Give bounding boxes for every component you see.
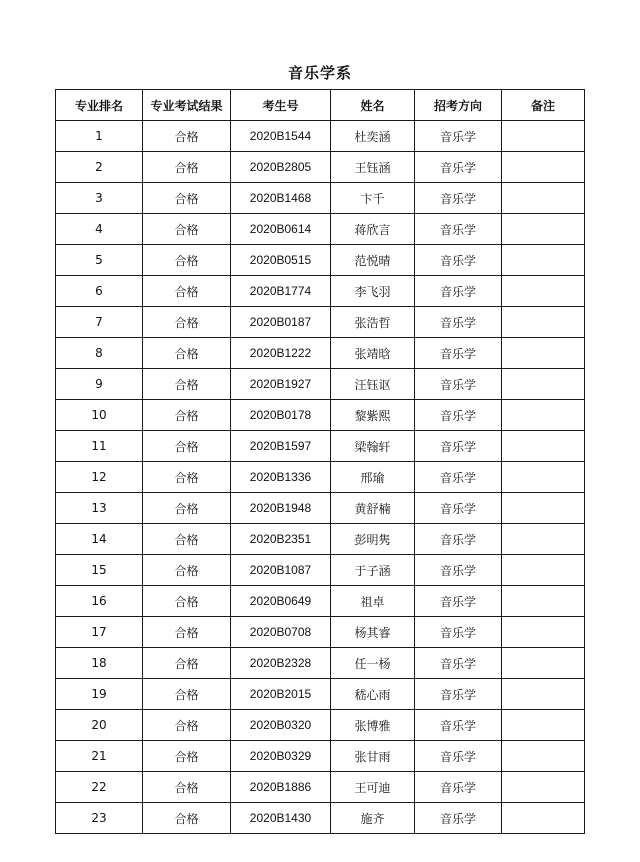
table-row [56, 586, 585, 617]
cell-result: 合格 [143, 803, 231, 834]
cell-result: 合格 [143, 245, 231, 276]
cell-note [502, 586, 585, 617]
cell-note [502, 431, 585, 462]
page-title: 音乐学系 [287, 64, 352, 82]
cell-rank: 2 [56, 152, 143, 183]
cell-candidate-id: 2020B0178 [231, 400, 331, 431]
cell-name: 任一杨 [331, 648, 415, 679]
cell-direction: 音乐学 [415, 772, 502, 803]
cell-direction: 音乐学 [415, 524, 502, 555]
cell-result: 合格 [143, 431, 231, 462]
cell-candidate-id: 2020B1886 [231, 772, 331, 803]
cell-direction: 音乐学 [415, 121, 502, 152]
cell-direction: 音乐学 [415, 555, 502, 586]
cell-candidate-id: 2020B1774 [231, 276, 331, 307]
cell-direction: 音乐学 [415, 152, 502, 183]
cell-name: 彭明隽 [331, 524, 415, 555]
cell-rank: 18 [56, 648, 143, 679]
cell-note [502, 369, 585, 400]
table-row [56, 772, 585, 803]
cell-result: 合格 [143, 586, 231, 617]
cell-candidate-id: 2020B1544 [231, 121, 331, 152]
table-row [56, 462, 585, 493]
cell-note [502, 772, 585, 803]
cell-name: 蒋欣言 [331, 214, 415, 245]
cell-note [502, 307, 585, 338]
cell-name: 汪钰讴 [331, 369, 415, 400]
cell-rank: 14 [56, 524, 143, 555]
cell-direction: 音乐学 [415, 214, 502, 245]
cell-note [502, 803, 585, 834]
table-row [56, 648, 585, 679]
cell-direction: 音乐学 [415, 803, 502, 834]
cell-name: 梁翰轩 [331, 431, 415, 462]
table-row [56, 121, 585, 152]
header-row [56, 90, 585, 121]
cell-rank: 10 [56, 400, 143, 431]
cell-candidate-id: 2020B1927 [231, 369, 331, 400]
cell-result: 合格 [143, 369, 231, 400]
cell-candidate-id: 2020B2805 [231, 152, 331, 183]
table-row [56, 307, 585, 338]
cell-note [502, 679, 585, 710]
cell-rank: 5 [56, 245, 143, 276]
cell-name: 张靖晗 [331, 338, 415, 369]
cell-rank: 3 [56, 183, 143, 214]
cell-note [502, 648, 585, 679]
cell-name: 王可迪 [331, 772, 415, 803]
cell-candidate-id: 2020B1468 [231, 183, 331, 214]
cell-result: 合格 [143, 307, 231, 338]
cell-direction: 音乐学 [415, 493, 502, 524]
cell-rank: 13 [56, 493, 143, 524]
table-row [56, 245, 585, 276]
cell-name: 杨其睿 [331, 617, 415, 648]
cell-note [502, 493, 585, 524]
cell-direction: 音乐学 [415, 462, 502, 493]
cell-result: 合格 [143, 555, 231, 586]
cell-result: 合格 [143, 741, 231, 772]
cell-rank: 11 [56, 431, 143, 462]
table-row [56, 555, 585, 586]
header-result: 专业考试结果 [143, 90, 231, 121]
cell-note [502, 183, 585, 214]
cell-candidate-id: 2020B1430 [231, 803, 331, 834]
cell-result: 合格 [143, 183, 231, 214]
cell-candidate-id: 2020B1222 [231, 338, 331, 369]
cell-candidate-id: 2020B2015 [231, 679, 331, 710]
header-candidate-id: 考生号 [231, 90, 331, 121]
cell-result: 合格 [143, 617, 231, 648]
cell-rank: 7 [56, 307, 143, 338]
cell-direction: 音乐学 [415, 586, 502, 617]
cell-rank: 4 [56, 214, 143, 245]
cell-note [502, 462, 585, 493]
cell-note [502, 214, 585, 245]
table-row [56, 524, 585, 555]
cell-rank: 23 [56, 803, 143, 834]
cell-candidate-id: 2020B0614 [231, 214, 331, 245]
cell-name: 黎紫熙 [331, 400, 415, 431]
cell-candidate-id: 2020B2328 [231, 648, 331, 679]
cell-note [502, 121, 585, 152]
table-row [56, 400, 585, 431]
table-row [56, 679, 585, 710]
cell-candidate-id: 2020B0320 [231, 710, 331, 741]
table-row [56, 183, 585, 214]
cell-direction: 音乐学 [415, 338, 502, 369]
cell-result: 合格 [143, 338, 231, 369]
cell-candidate-id: 2020B1087 [231, 555, 331, 586]
cell-rank: 22 [56, 772, 143, 803]
table-row [56, 214, 585, 245]
cell-direction: 音乐学 [415, 400, 502, 431]
cell-direction: 音乐学 [415, 245, 502, 276]
cell-direction: 音乐学 [415, 617, 502, 648]
table-row [56, 710, 585, 741]
cell-rank: 15 [56, 555, 143, 586]
table-row [56, 338, 585, 369]
cell-note [502, 245, 585, 276]
table-row [56, 152, 585, 183]
cell-rank: 12 [56, 462, 143, 493]
table-row [56, 741, 585, 772]
cell-candidate-id: 2020B0708 [231, 617, 331, 648]
cell-name: 张博雅 [331, 710, 415, 741]
cell-name: 张甘雨 [331, 741, 415, 772]
header-rank: 专业排名 [56, 90, 143, 121]
cell-candidate-id: 2020B2351 [231, 524, 331, 555]
cell-result: 合格 [143, 524, 231, 555]
cell-name: 王钰涵 [331, 152, 415, 183]
cell-result: 合格 [143, 462, 231, 493]
cell-rank: 21 [56, 741, 143, 772]
cell-name: 范悦晴 [331, 245, 415, 276]
cell-note [502, 152, 585, 183]
cell-candidate-id: 2020B1948 [231, 493, 331, 524]
cell-note [502, 276, 585, 307]
cell-name: 张浩哲 [331, 307, 415, 338]
cell-name: 嵇心雨 [331, 679, 415, 710]
table-row [56, 493, 585, 524]
cell-direction: 音乐学 [415, 307, 502, 338]
cell-name: 黄舒楠 [331, 493, 415, 524]
cell-note [502, 555, 585, 586]
cell-candidate-id: 2020B0187 [231, 307, 331, 338]
cell-direction: 音乐学 [415, 431, 502, 462]
cell-candidate-id: 2020B0515 [231, 245, 331, 276]
cell-result: 合格 [143, 121, 231, 152]
cell-name: 李飞羽 [331, 276, 415, 307]
cell-direction: 音乐学 [415, 679, 502, 710]
cell-result: 合格 [143, 648, 231, 679]
cell-name: 施齐 [331, 803, 415, 834]
cell-direction: 音乐学 [415, 276, 502, 307]
cell-direction: 音乐学 [415, 369, 502, 400]
cell-rank: 17 [56, 617, 143, 648]
table-header [56, 90, 585, 121]
cell-name: 邢瑜 [331, 462, 415, 493]
cell-name: 祖卓 [331, 586, 415, 617]
cell-note [502, 524, 585, 555]
cell-name: 卞千 [331, 183, 415, 214]
cell-result: 合格 [143, 710, 231, 741]
cell-rank: 19 [56, 679, 143, 710]
cell-rank: 8 [56, 338, 143, 369]
cell-note [502, 338, 585, 369]
cell-name: 杜奕涵 [331, 121, 415, 152]
table-row [56, 803, 585, 834]
cell-rank: 16 [56, 586, 143, 617]
cell-result: 合格 [143, 276, 231, 307]
cell-result: 合格 [143, 400, 231, 431]
cell-result: 合格 [143, 493, 231, 524]
cell-rank: 20 [56, 710, 143, 741]
cell-note [502, 741, 585, 772]
cell-result: 合格 [143, 214, 231, 245]
results-table [55, 89, 585, 834]
cell-direction: 音乐学 [415, 183, 502, 214]
cell-name: 于子涵 [331, 555, 415, 586]
cell-direction: 音乐学 [415, 741, 502, 772]
table-body [56, 121, 585, 834]
cell-rank: 6 [56, 276, 143, 307]
cell-candidate-id: 2020B0649 [231, 586, 331, 617]
cell-result: 合格 [143, 772, 231, 803]
header-direction: 招考方向 [415, 90, 502, 121]
cell-direction: 音乐学 [415, 648, 502, 679]
cell-result: 合格 [143, 152, 231, 183]
cell-note [502, 617, 585, 648]
cell-note [502, 400, 585, 431]
header-name: 姓名 [331, 90, 415, 121]
table-row [56, 617, 585, 648]
cell-rank: 1 [56, 121, 143, 152]
cell-result: 合格 [143, 679, 231, 710]
table-row [56, 276, 585, 307]
cell-candidate-id: 2020B0329 [231, 741, 331, 772]
cell-candidate-id: 2020B1597 [231, 431, 331, 462]
cell-note [502, 710, 585, 741]
table-row [56, 431, 585, 462]
cell-candidate-id: 2020B1336 [231, 462, 331, 493]
table-row [56, 369, 585, 400]
cell-direction: 音乐学 [415, 710, 502, 741]
cell-rank: 9 [56, 369, 143, 400]
header-note: 备注 [502, 90, 585, 121]
